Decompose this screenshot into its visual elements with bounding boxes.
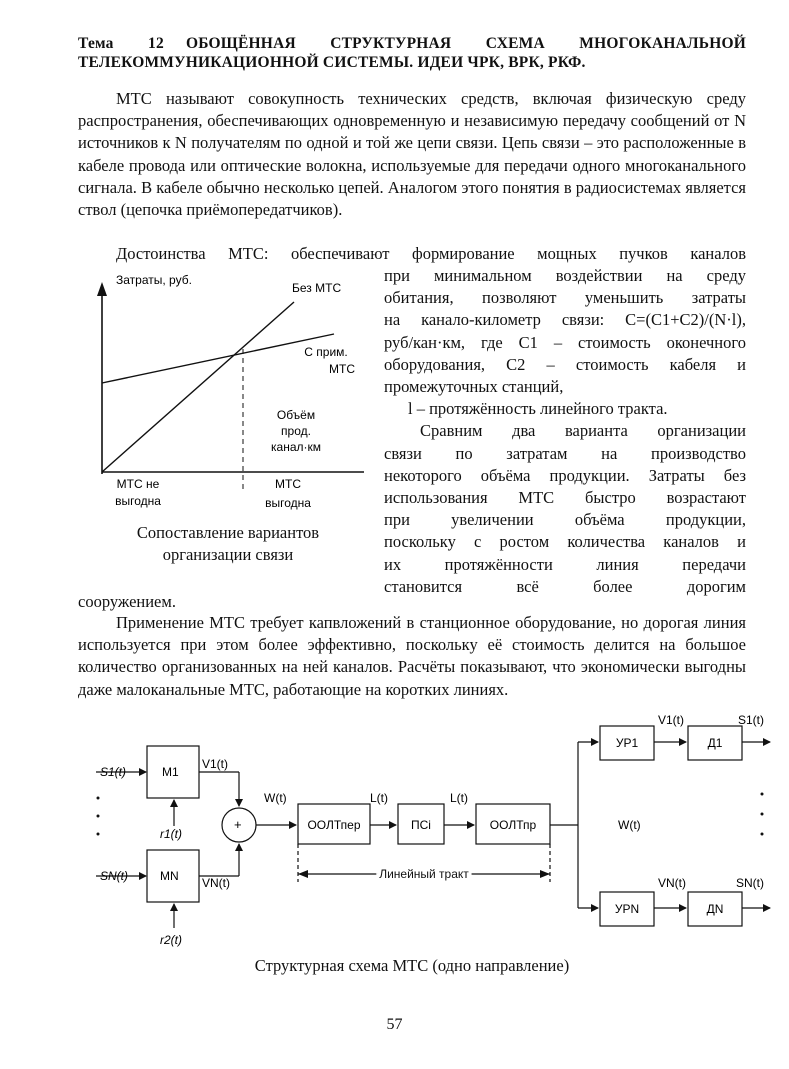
oolt-tx-label: ООЛТпер (307, 818, 361, 832)
s1-output-label: S1(t) (738, 713, 765, 727)
compare-tail: сооружением. (78, 592, 176, 611)
mn-label: MN (160, 869, 179, 883)
advantages-line: обитания, позволяют уменьшить затраты (384, 288, 746, 308)
advantages-line: руб/кан·км, где C1 – стоимость оконечного (384, 332, 746, 352)
mts-structural-scheme (78, 712, 778, 952)
page-number: 57 (386, 1016, 403, 1033)
compare-line: их протяжённости линия передачи (384, 554, 746, 574)
compare-line: при увеличении объёма продукции, (384, 510, 746, 530)
cost-formula-line: на канало-километр связи: C=(C1+C2)/(N·l), (384, 310, 746, 330)
chart-caption (78, 522, 378, 566)
compare-line: связи по затратам на производство (384, 443, 746, 463)
sn-output-label: SN(t) (736, 876, 764, 890)
source-1-label: S1(t) (100, 765, 127, 779)
section-heading (78, 34, 746, 72)
advantages-lead: Достоинства МТС: обеспечивают формирование мощных пучков каналов (116, 244, 746, 263)
oolt-rx-label: ООЛТпр (489, 818, 537, 832)
definition-paragraph: МТС называют совокупность технических средств, включая физическую среду распространения, обеспечивающих одновременную и независимую передачу сообщений от N источников к N получателям по одной и той же цепи связи. Цепь связи – это расположенные в кабеле провода или оптические волокна, используемые для передачи одного многоканального сигнала. В кабеле обычно несколько цепей. Аналогом этого понятия в радиосистемах является ствол (цепочка приёмопередатчиков). (78, 89, 746, 220)
volume-label: Объём (276, 408, 316, 422)
adder-plus-label: + (234, 817, 242, 832)
section-label: Тема 12 (78, 35, 164, 52)
compare-line: использования МТС быстро возрастают (384, 488, 746, 508)
without-mts-label: Без МТС (292, 281, 342, 295)
compare-line: становится всё более дорогим (384, 576, 746, 596)
l-signal-label: L(t) (450, 791, 468, 805)
receiver-1-label: УР1 (615, 736, 639, 750)
length-note: l – протяжённость линейного тракта. (408, 399, 668, 419)
vn-output-label: VN(t) (658, 876, 686, 890)
advantages-line: промежуточных станций, (384, 377, 564, 397)
cost-comparison-chart (78, 262, 378, 524)
advantages-column (384, 265, 746, 598)
compare-line: Сравним два варианта организации (420, 421, 746, 441)
receiver-n-label: УРN (614, 902, 640, 916)
advantages-line: оборудования, C2 – стоимость кабеля и (384, 354, 746, 374)
y-axis-arrow-icon (97, 282, 107, 296)
advantages-line: при минимальном воздействии на среду (384, 266, 746, 285)
compare-line: поскольку с ростом количества каналов и (384, 532, 746, 552)
line-tract-label: Линейный тракт (379, 867, 469, 881)
line-with-mts (102, 334, 334, 383)
investment-paragraph: Применение МТС требует капвложений в станционное оборудование, но дорогая линия используется при этом более эффективно, поскольку её стоимость делится на большое количество организованных на ней каналов. Расчёты показывают, что экономически выгодны даже малоканальные МТС, работающие на коротких линиях. (78, 613, 746, 699)
chart-caption-line: Сопоставление вариантов (136, 523, 320, 542)
w-output-label: W(t) (618, 818, 641, 832)
r2-label: r2(t) (160, 933, 182, 947)
source-n-label: SN(t) (100, 869, 128, 883)
profitable-label: МТС (275, 477, 301, 491)
y-axis-label: Затраты, руб. (116, 273, 192, 287)
v1-output-label: V1(t) (658, 713, 685, 727)
section-title: ОБОЩЁННАЯ СТРУКТУРНАЯ СХЕМА МНОГОКАНАЛЬНОЙ ТЕЛЕКОММУНИКАЦИОННОЙ СИСТЕМЫ. ИДЕИ ЧРК, ВРК, РКФ. (78, 35, 746, 71)
vn-input-label: VN(t) (202, 876, 230, 890)
detector-1-label: Д1 (707, 736, 723, 750)
profitable-label: выгодна (265, 496, 311, 510)
with-mts-label: С прим. (304, 345, 348, 359)
l-signal-label: L(t) (370, 791, 388, 805)
not-profitable-label: МТС не (116, 477, 160, 491)
ps-label: ПСi (411, 818, 431, 832)
r1-label: r1(t) (160, 827, 182, 841)
with-mts-label: МТС (329, 362, 355, 376)
volume-label: прод. (281, 424, 311, 438)
m1-label: M1 (162, 765, 179, 779)
compare-line: некоторого объёма продукции. Затраты без (384, 465, 746, 485)
v1-input-label: V1(t) (202, 757, 229, 771)
line-without-mts (102, 302, 294, 472)
chart-caption-line: организации связи (162, 545, 294, 564)
detector-n-label: ДN (706, 902, 724, 916)
scheme-caption: Структурная схема МТС (одно направление) (254, 956, 570, 975)
volume-label: канал·км (271, 440, 321, 454)
not-profitable-label: выгодна (115, 494, 161, 508)
w-input-label: W(t) (264, 791, 287, 805)
